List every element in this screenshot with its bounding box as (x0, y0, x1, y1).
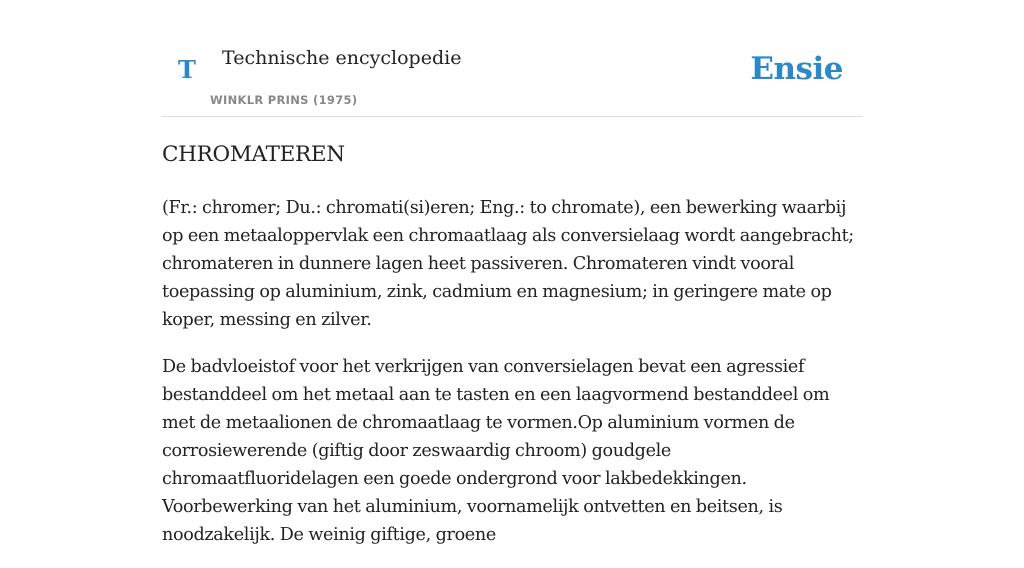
article-paragraph: De badvloeistof voor het verkrijgen van conversielagen bevat een agressief bestanddeel om het metaal aan te tasten en een laagvormend bestanddeel om met de metaalionen de chromaatlaag te vormen.Op aluminium vormen de corrosiewerende (giftig door zeswaardig chroom) goudgele chromaatfluoridelagen een goede ondergrond voor lakbedekkingen. Voorbewerking van het aluminium, voornamelijk ontvetten en beitsen, is noodzakelijk. De weinig giftige, groene (162, 357, 830, 545)
article-paragraph: (Fr.: chromer; Du.: chromati(si)eren; Eng.: to chromate), een bewerking waarbij op een metaaloppervlak een chromaatlaag als conversielaag wordt aangebracht; chromateren in dunnere lagen heet passiveren. Chromateren vindt vooral toepassing op aluminium, zink, cadmium en magnesium; in geringere mate op koper, messing en zilver. (162, 198, 854, 330)
source-logo: T (178, 55, 196, 84)
article-content (162, 138, 862, 568)
source-header (162, 0, 862, 117)
source-subtitle: WINKLR PRINS (1975) (210, 93, 358, 107)
source-title[interactable]: Technische encyclopedie (222, 47, 462, 69)
brand-logo[interactable]: Ensie (750, 51, 843, 87)
entry-title: CHROMATEREN (162, 142, 345, 167)
